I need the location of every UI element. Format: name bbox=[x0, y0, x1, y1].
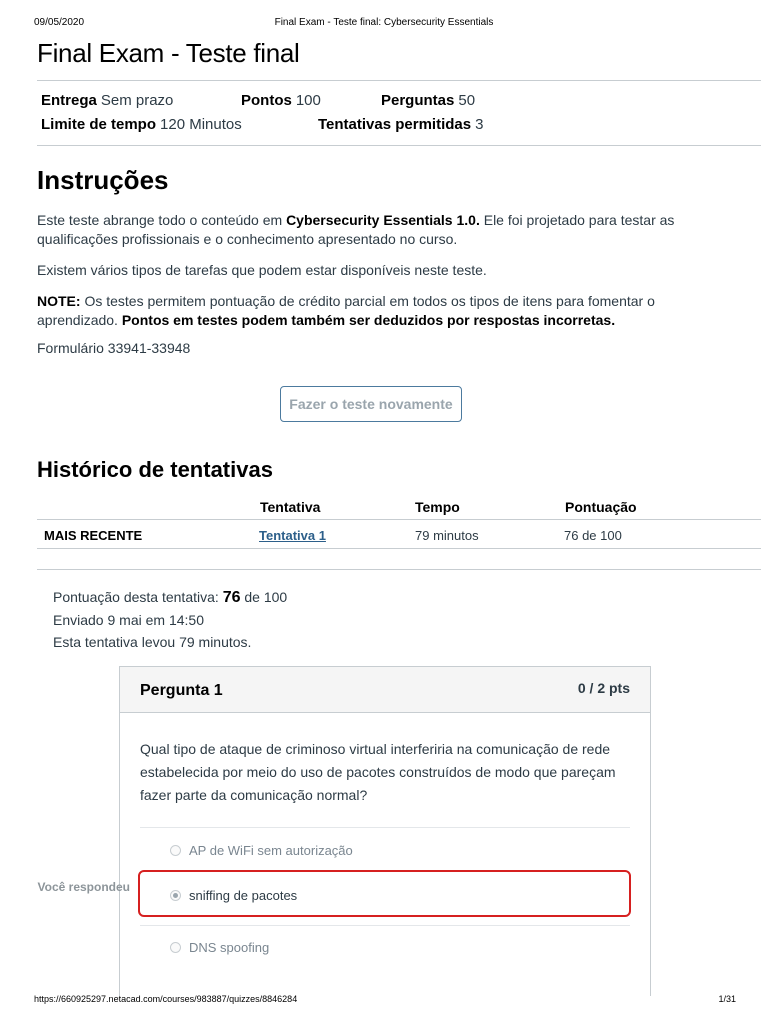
wrong-answer-highlight bbox=[138, 870, 631, 917]
questions-label: Perguntas bbox=[381, 92, 455, 109]
answer-divider bbox=[140, 827, 630, 828]
attempts-detail bbox=[318, 116, 483, 133]
due-label: Entrega bbox=[41, 92, 97, 109]
history-title: Histórico de tentativas bbox=[37, 457, 273, 482]
history-header-score: Pontuação bbox=[565, 499, 637, 515]
score-value: 76 bbox=[222, 589, 241, 606]
answer-text: DNS spoofing bbox=[189, 940, 270, 955]
instructions-paragraph: Existem vários tipos de tarefas que podem estar disponíveis neste teste. bbox=[37, 262, 487, 278]
question-text: Qual tipo de ataque de criminoso virtual interferiria na comunicação de rede estabelecida por meio do uso de pacotes construídos de modo que pareçam fazer parte da comunicação normal? bbox=[140, 741, 616, 803]
divider bbox=[37, 80, 761, 81]
attempt-link[interactable]: Tentativa 1 bbox=[259, 528, 326, 543]
text: Este teste abrange todo o conteúdo em bbox=[37, 212, 287, 228]
attempt-duration: Esta tentativa levou 79 minutos. bbox=[53, 634, 252, 650]
question-header bbox=[120, 667, 650, 713]
table-divider bbox=[37, 519, 761, 520]
answer-option[interactable] bbox=[170, 940, 269, 955]
time-limit-value: 120 Minutos bbox=[160, 116, 242, 133]
time-limit-label: Limite de tempo bbox=[41, 116, 157, 133]
answer-text: AP de WiFi sem autorização bbox=[189, 843, 353, 858]
form-id: Formulário 33941-33948 bbox=[37, 340, 191, 356]
score-label: Pontuação desta tentativa: bbox=[53, 589, 223, 605]
answer-divider bbox=[140, 925, 630, 926]
retake-quiz-button[interactable]: Fazer o teste novamente bbox=[280, 386, 462, 422]
submitted-time: Enviado 9 mai em 14:50 bbox=[53, 612, 204, 628]
note-warning: Pontos em testes podem também ser deduzidos por respostas incorretas. bbox=[121, 312, 616, 328]
print-date: 09/05/2020 bbox=[34, 17, 85, 28]
course-name: Cybersecurity Essentials 1.0. bbox=[286, 212, 480, 228]
you-answered-text: Você respondeu bbox=[37, 880, 130, 894]
print-doc-title: Final Exam - Teste final: Cybersecurity Essentials bbox=[274, 17, 494, 28]
attempt-score-line bbox=[53, 589, 287, 607]
history-header-attempt: Tentativa bbox=[260, 499, 321, 515]
radio-icon[interactable] bbox=[170, 845, 181, 856]
quiz-details-row-1 bbox=[41, 92, 173, 109]
attempts-label: Tentativas permitidas bbox=[318, 116, 472, 133]
divider bbox=[37, 569, 761, 570]
time-limit-detail bbox=[41, 116, 242, 133]
you-answered-label bbox=[20, 880, 130, 894]
text: Os testes permitem pontuação de crédito parcial em todos os tipos de itens para fomentar o aprendizado. bbox=[37, 293, 655, 328]
attempts-value: 3 bbox=[475, 116, 484, 133]
question-name: Pergunta 1 bbox=[140, 682, 223, 699]
print-url: https://660925297.netacad.com/courses/983887/quizzes/8846284 bbox=[34, 994, 298, 1004]
score-total: de 100 bbox=[240, 589, 288, 605]
print-page-number: 1/31 bbox=[718, 994, 736, 1004]
divider bbox=[37, 145, 761, 146]
answer-option[interactable] bbox=[170, 843, 353, 858]
instructions-paragraph bbox=[37, 211, 737, 249]
due-value: Sem prazo bbox=[100, 92, 174, 109]
note-label: NOTE: bbox=[37, 293, 81, 309]
points-label: Pontos bbox=[241, 92, 292, 109]
instructions-note bbox=[37, 292, 737, 330]
answer-text: sniffing de pacotes bbox=[189, 888, 298, 903]
quiz-title: Final Exam - Teste final bbox=[37, 38, 300, 68]
instructions-title: Instruções bbox=[37, 165, 169, 195]
table-divider bbox=[37, 548, 761, 549]
most-recent-label: MAIS RECENTE bbox=[44, 528, 143, 543]
text: Ele foi projetado para testar as qualificações profissionais e o conhecimento apresentado no curso. bbox=[37, 212, 675, 247]
question-points: 0 / 2 pts bbox=[577, 680, 630, 696]
points-value: 100 bbox=[295, 92, 321, 109]
print-header bbox=[0, 17, 768, 31]
attempt-time: 79 minutos bbox=[415, 528, 479, 543]
questions-detail bbox=[381, 92, 475, 109]
radio-icon[interactable] bbox=[170, 942, 181, 953]
points-detail bbox=[241, 92, 321, 109]
attempt-score: 76 de 100 bbox=[564, 528, 622, 543]
question-card bbox=[119, 666, 651, 996]
history-header-time: Tempo bbox=[415, 499, 460, 515]
questions-value: 50 bbox=[458, 92, 476, 109]
